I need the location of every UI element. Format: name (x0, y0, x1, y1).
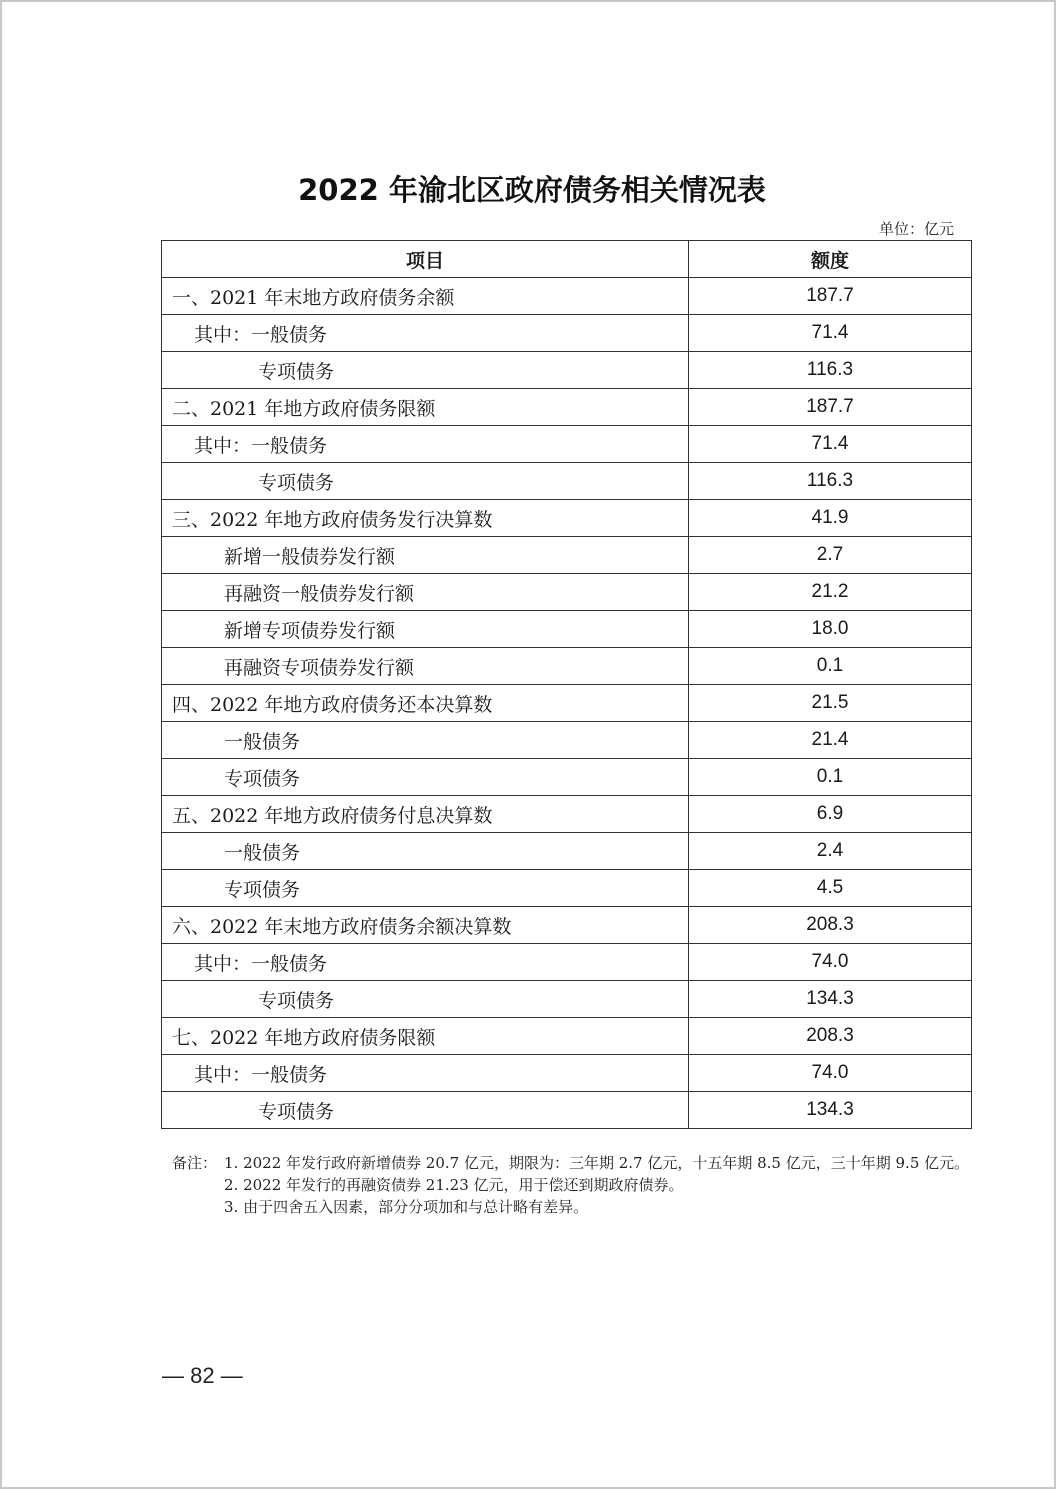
row-amount: 208.3 (689, 1018, 972, 1055)
table-row (162, 796, 972, 833)
row-amount: 187.7 (689, 389, 972, 426)
row-item: 再融资一般债券发行额 (162, 574, 689, 611)
table-body (162, 278, 972, 1129)
row-item: 专项债务 (162, 352, 689, 389)
table-row (162, 981, 972, 1018)
table-row (162, 1018, 972, 1055)
table-row (162, 833, 972, 870)
row-amount: 134.3 (689, 981, 972, 1018)
row-item: 三、2022 年地方政府债务发行决算数 (162, 500, 689, 537)
row-item: 专项债务 (162, 870, 689, 907)
row-item: 六、2022 年末地方政府债务余额决算数 (162, 907, 689, 944)
row-item: 五、2022 年地方政府债务付息决算数 (162, 796, 689, 833)
table-row (162, 352, 972, 389)
row-amount: 116.3 (689, 463, 972, 500)
note-row (172, 1196, 972, 1218)
table-row (162, 500, 972, 537)
row-item: 专项债务 (162, 463, 689, 500)
table-row (162, 907, 972, 944)
row-amount: 74.0 (689, 944, 972, 981)
note-text: 3. 由于四舍五入因素，部分分项加和与总计略有差异。 (224, 1198, 589, 1216)
note-text: 1. 2022 年发行政府新增债券 20.7 亿元，期限为：三年期 2.7 亿元，十五年期 8.5 亿元，三十年期 9.5 亿元。 (224, 1154, 970, 1172)
row-item: 再融资专项债券发行额 (162, 648, 689, 685)
row-amount: 41.9 (689, 500, 972, 537)
header-item: 项目 (162, 241, 689, 278)
table-header-row (162, 241, 972, 278)
table-row (162, 611, 972, 648)
row-amount: 71.4 (689, 315, 972, 352)
table-row (162, 278, 972, 315)
row-item: 其中：一般债务 (162, 1055, 689, 1092)
table-row (162, 944, 972, 981)
notes (172, 1152, 972, 1218)
table-row (162, 1092, 972, 1129)
row-amount: 116.3 (689, 352, 972, 389)
row-amount: 187.7 (689, 278, 972, 315)
document-title: 2022 年渝北区政府债务相关情况表 (298, 173, 766, 207)
table-row (162, 722, 972, 759)
row-amount: 208.3 (689, 907, 972, 944)
row-amount: 71.4 (689, 426, 972, 463)
row-item: 其中：一般债务 (162, 426, 689, 463)
row-item: 专项债务 (162, 1092, 689, 1129)
row-amount: 18.0 (689, 611, 972, 648)
row-amount: 21.4 (689, 722, 972, 759)
table-row (162, 463, 972, 500)
table-row (162, 685, 972, 722)
table-row (162, 1055, 972, 1092)
header-amount: 额度 (689, 241, 972, 278)
table-row (162, 389, 972, 426)
table-row (162, 426, 972, 463)
row-item: 一般债务 (162, 722, 689, 759)
note-text: 2. 2022 年发行的再融资债券 21.23 亿元，用于偿还到期政府债券。 (224, 1176, 684, 1194)
table-row (162, 574, 972, 611)
row-amount: 0.1 (689, 759, 972, 796)
unit-label: 单位：亿元 (878, 220, 954, 238)
row-amount: 134.3 (689, 1092, 972, 1129)
row-item: 新增专项债券发行额 (162, 611, 689, 648)
table-row (162, 315, 972, 352)
row-amount: 2.4 (689, 833, 972, 870)
note-row (172, 1152, 972, 1174)
row-item: 专项债务 (162, 981, 689, 1018)
note-row (172, 1174, 972, 1196)
row-amount: 4.5 (689, 870, 972, 907)
row-item: 一般债务 (162, 833, 689, 870)
debt-table (161, 240, 972, 1129)
row-item: 一、2021 年末地方政府债务余额 (162, 278, 689, 315)
row-item: 二、2021 年地方政府债务限额 (162, 389, 689, 426)
row-amount: 0.1 (689, 648, 972, 685)
row-amount: 6.9 (689, 796, 972, 833)
row-amount: 21.2 (689, 574, 972, 611)
row-item: 其中：一般债务 (162, 944, 689, 981)
table-row (162, 759, 972, 796)
row-amount: 21.5 (689, 685, 972, 722)
table-row (162, 870, 972, 907)
row-amount: 2.7 (689, 537, 972, 574)
row-item: 其中：一般债务 (162, 315, 689, 352)
table-row (162, 537, 972, 574)
row-item: 专项债务 (162, 759, 689, 796)
row-item: 七、2022 年地方政府债务限额 (162, 1018, 689, 1055)
row-amount: 74.0 (689, 1055, 972, 1092)
row-item: 新增一般债券发行额 (162, 537, 689, 574)
page-number: — 82 — (162, 1363, 243, 1388)
row-item: 四、2022 年地方政府债务还本决算数 (162, 685, 689, 722)
table-row (162, 648, 972, 685)
notes-lead: 备注： (172, 1154, 218, 1172)
